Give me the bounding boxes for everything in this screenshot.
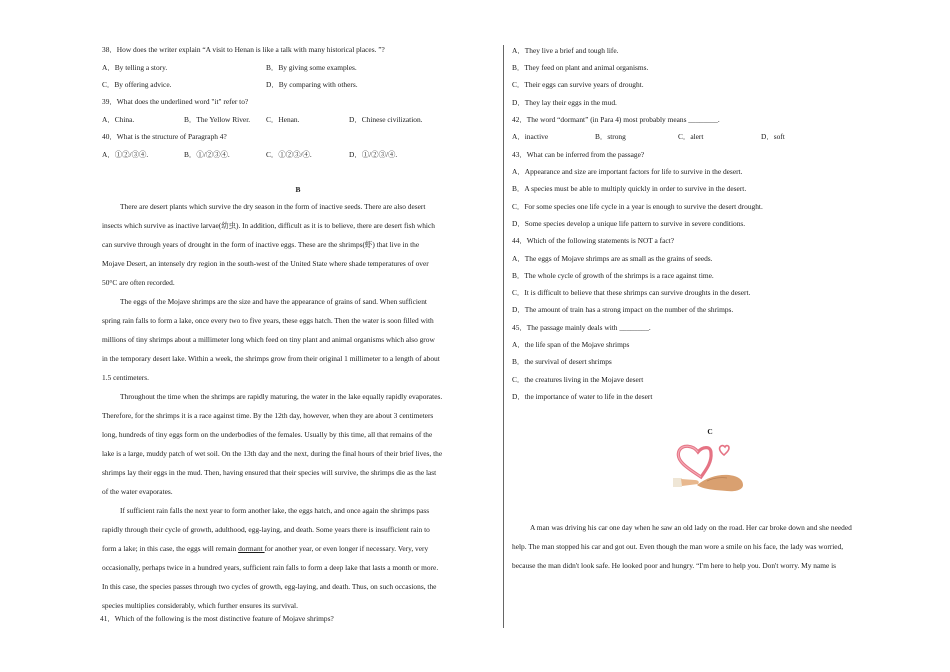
- question-44-stem: 44．Which of the following statements is NOT a fact?: [512, 236, 675, 245]
- passage-line: shrimps lay their eggs in the mud. Then, having ensured that their species will survive, the shrimps die as the last: [102, 468, 437, 477]
- section-c-title: C: [707, 427, 713, 436]
- passage-b-paragraph-4: [102, 501, 494, 615]
- section-b-title: B: [295, 185, 301, 194]
- passage-line: Throughout the time when the shrimps are rapidly maturing, the water in the lake equally rapidly evaporates.: [120, 392, 443, 401]
- passage-line: [102, 539, 494, 558]
- q42-option-d: D．soft: [761, 132, 785, 141]
- passage-line: The eggs of the Mojave shrimps are the size and have the appearance of grains of sand. When sufficient: [120, 297, 427, 306]
- question-45-stem: 45．The passage mainly deals with ________.: [512, 323, 651, 332]
- q41-option-a: A．They live a brief and tough life.: [512, 46, 619, 55]
- q40-option-c: C．①②③/④.: [266, 150, 312, 159]
- q45-option-a: A．the life span of the Mojave shrimps: [512, 340, 630, 349]
- underlined-word-dormant: dormant: [238, 544, 265, 553]
- q40-option-d: D．①/②③/④.: [349, 150, 398, 159]
- q40-option-b: B．①/②③④.: [184, 150, 230, 159]
- q45-option-d: D．the importance of water to life in the desert: [512, 392, 653, 401]
- hearts-hands-illustration: [671, 441, 745, 496]
- q39-option-b: B．The Yellow River.: [184, 115, 251, 124]
- passage-line: millions of tiny shrimps about a millimeter long which feed on tiny plant and animal organisms which also grow: [102, 335, 435, 344]
- q43-option-c: C．For some species one life cycle in a year is enough to survive the desert drought.: [512, 202, 763, 211]
- passage-line: lake is a large, muddy patch of wet soil. On the 13th day and the next, during the final hours of their brief lives, the: [102, 449, 443, 458]
- hearts-and-hands-image: [671, 441, 745, 496]
- q44-option-a: A．The eggs of Mojave shrimps are as small as the grains of seeds.: [512, 254, 713, 263]
- passage-line: help. The man stopped his car and got out. Even though the man wore a smile on his face, the lady was worried,: [512, 542, 844, 551]
- q38-option-c: C．By offering advice.: [102, 80, 172, 89]
- q39-option-a: A．China.: [102, 115, 135, 124]
- question-38-stem: 38．How does the writer explain “A visit to Henan is like a talk with many historical places. ”?: [102, 45, 385, 54]
- question-39-stem: 39．What does the underlined word "it" refer to?: [102, 97, 249, 106]
- passage-line: There are desert plants which survive the dry season in the form of inactive seeds. There are also desert: [120, 202, 426, 211]
- passage-b-paragraph-1: [102, 197, 494, 292]
- passage-line: In this case, the species passes through two cycles of growth, egg-laying, and death. Thus, on such occasions, the: [102, 582, 437, 591]
- q44-option-d: D．The amount of train has a strong impact on the number of the shrimps.: [512, 305, 734, 314]
- q41-option-c: C．Their eggs can survive years of drought.: [512, 80, 644, 89]
- q43-option-d: D．Some species develop a unique life pattern to survive in severe conditions.: [512, 219, 746, 228]
- passage-line: Therefore, for the shrimps it is a race against time. By the 12th day, however, when they are about 3 centimeters: [102, 411, 434, 420]
- passage-line: spring rain falls to form a lake, once every two to five years, these eggs hatch. Then the water is soon filled with: [102, 316, 434, 325]
- column-divider: [503, 45, 504, 628]
- passage-line: can survive through years of drought in the form of inactive eggs. These are the shrimps(虾) that live in the: [102, 240, 420, 249]
- q38-option-d: D．By comparing with others.: [266, 80, 358, 89]
- q41-option-b: B．They feed on plant and animal organisms.: [512, 63, 649, 72]
- passage-line: occasionally, perhaps twice in a hundred years, sufficient rain falls to form a deep lake that lasts a month or more.: [102, 563, 439, 572]
- q45-option-c: C．the creatures living in the Mojave desert: [512, 375, 644, 384]
- q42-option-b: B．strong: [595, 132, 626, 141]
- q40-option-a: A．①②/③④.: [102, 150, 149, 159]
- q43-option-a: A．Appearance and size are important factors for life to survive in the desert.: [512, 167, 743, 176]
- passage-line: If sufficient rain falls the next year to form another lake, the eggs hatch, and once again the shrimps pass: [120, 506, 430, 515]
- passage-b-paragraph-3: [102, 387, 494, 501]
- q44-option-b: B．The whole cycle of growth of the shrimps is a race against time.: [512, 271, 714, 280]
- q38-option-b: B．By giving some examples.: [266, 63, 357, 72]
- passage-line: in the temporary desert lake. Within a week, the shrimps grow from their original 1 millimeter to a length of about: [102, 354, 440, 363]
- passage-line: 1.5 centimeters.: [102, 373, 149, 382]
- passage-b-paragraph-2: [102, 292, 494, 387]
- question-42-stem: 42．The word “dormant” (in Para 4) most probably means ________.: [512, 115, 720, 124]
- passage-c: [512, 518, 908, 575]
- q38-option-a: A．By telling a story.: [102, 63, 168, 72]
- q39-option-c: C．Henan.: [266, 115, 300, 124]
- passage-line: because the man didn't look safe. He looked poor and hungry. “I'm here to help you. Don't worry. My name is: [512, 561, 837, 570]
- q43-option-b: B．A species must be able to multiply quickly in order to survive in the desert.: [512, 184, 747, 193]
- passage-line: long, hundreds of tiny eggs form on the underbodies of the females. Usually by this time, all that remains of the: [102, 430, 433, 439]
- q42-option-a: A．inactive: [512, 132, 549, 141]
- passage-text: form a lake; in this case, the eggs will remain: [102, 544, 239, 553]
- q45-option-b: B．the survival of desert shrimps: [512, 357, 612, 366]
- passage-line: species multiplies considerably, which further ensures its survival.: [102, 601, 298, 610]
- passage-line: insects which survive as inactive larvae(幼虫). In addition, difficult as it is to believe, there are desert fish which: [102, 221, 435, 230]
- passage-line: 50°C are often recorded.: [102, 278, 175, 287]
- passage-text: for another year, or even longer if necessary. Very, very: [264, 544, 429, 553]
- question-41-stem: 41．Which of the following is the most distinctive feature of Mojave shrimps?: [100, 614, 334, 623]
- q39-option-d: D．Chinese civilization.: [349, 115, 423, 124]
- passage-line: Mojave Desert, an intensely dry region in the south-west of the United State where shade temperatures of over: [102, 259, 429, 268]
- q41-option-d: D．They lay their eggs in the mud.: [512, 98, 617, 107]
- q42-option-c: C．alert: [678, 132, 704, 141]
- passage-line: of the water evaporates.: [102, 487, 173, 496]
- passage-line: rapidly through their cycle of growth, adulthood, egg-laying, and death. Some years there is insufficient rain to: [102, 525, 430, 534]
- q44-option-c: C．It is difficult to believe that these shrimps can survive droughts in the desert.: [512, 288, 751, 297]
- question-40-stem: 40．What is the structure of Paragraph 4?: [102, 132, 227, 141]
- question-43-stem: 43．What can be inferred from the passage?: [512, 150, 645, 159]
- passage-line: A man was driving his car one day when he saw an old lady on the road. Her car broke down and she needed: [530, 523, 852, 532]
